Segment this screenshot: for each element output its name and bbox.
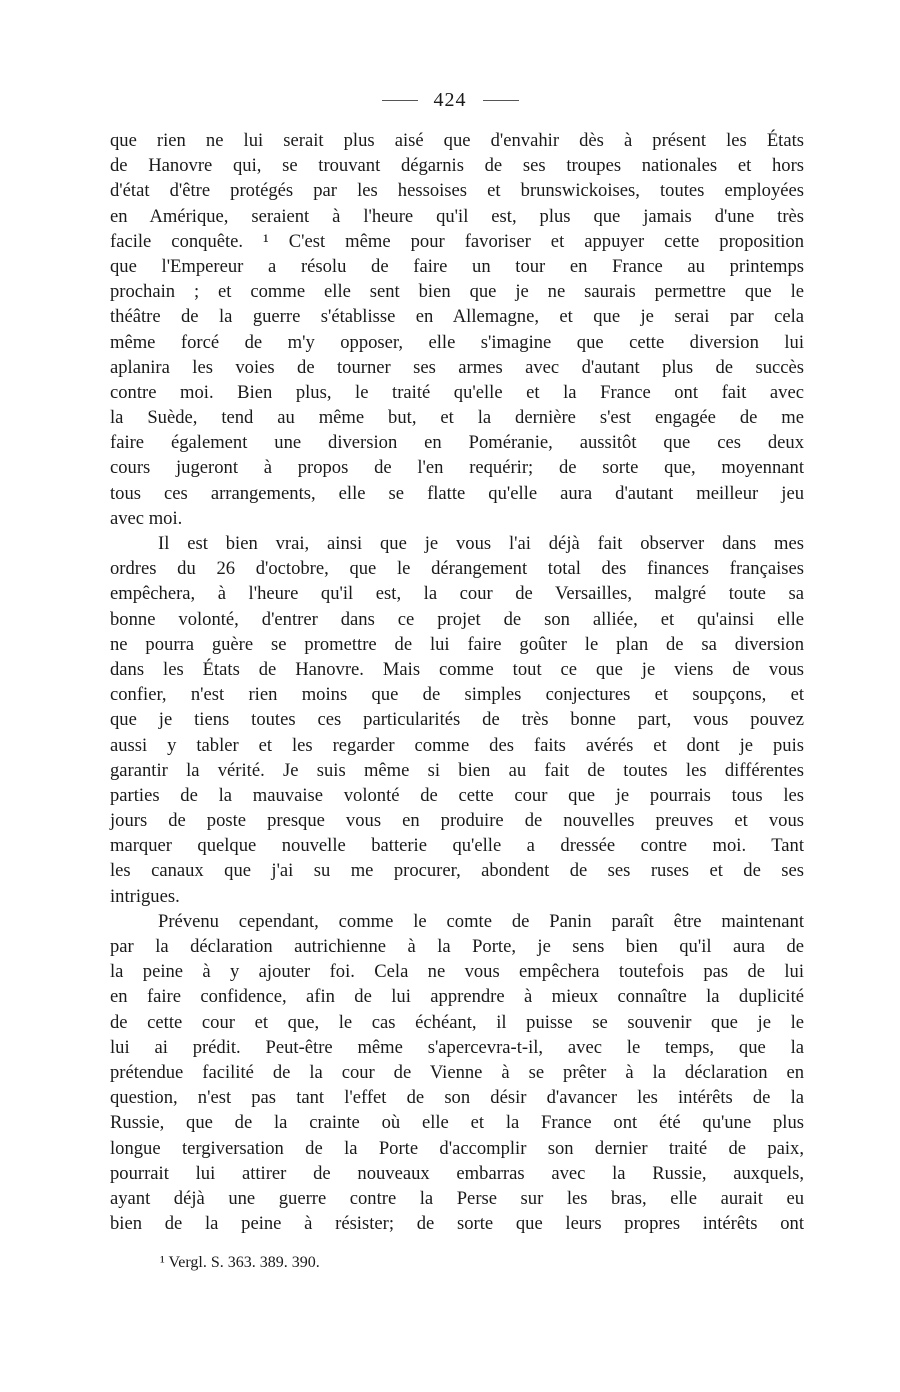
footnote: ¹ Vergl. S. 363. 389. 390. <box>160 1254 320 1271</box>
text-line: faire également une diversion en Poméranie, aussitôt que ces deux <box>110 432 804 454</box>
text-line: que rien ne lui serait plus aisé que d'envahir dès à présent les États <box>110 130 804 151</box>
text-line: en faire confidence, afin de lui apprendre à mieux connaître la duplicité <box>110 986 804 1008</box>
text-line: ordres du 26 d'octobre, que le dérangement total des finances françaises <box>110 558 804 580</box>
text-line: aplanira les voies de tourner ses armes avec d'autant plus de succès <box>110 356 804 378</box>
text-line: les canaux que j'ai su me procurer, abondent de ses ruses et de ses <box>110 860 804 882</box>
text-line: jours de poste presque vous en produire de nouvelles preuves et vous <box>110 810 804 832</box>
text-line: empêchera, à l'heure qu'il est, la cour de Versailles, malgré toute sa <box>110 583 804 605</box>
text-line: avec moi. <box>110 507 183 529</box>
header-rule-right <box>483 100 519 101</box>
text-line: Il est bien vrai, ainsi que je vous l'ai déjà fait observer dans mes <box>158 533 804 554</box>
text-line: bien de la peine à résister; de sorte que leurs propres intérêts ont <box>110 1213 804 1235</box>
text-line: cours jugeront à propos de l'en requérir; de sorte que, moyennant <box>110 457 804 479</box>
text-line: en Amérique, seraient à l'heure qu'il est, plus que jamais d'une très <box>110 205 804 227</box>
text-line: bonne volonté, d'entrer dans ce projet de son alliée, et qu'ainsi elle <box>110 608 804 630</box>
text-line: aussi y tabler et les regarder comme des faits avérés et dont je puis <box>110 734 804 756</box>
text-line: théâtre de la guerre s'établisse en Allemagne, et que je serai par cela <box>110 306 804 328</box>
text-line: pourrait lui attirer de nouveaux embarras avec la Russie, auxquels, <box>110 1162 804 1184</box>
text-line: facile conquête. ¹ C'est même pour favoriser et appuyer cette proposition <box>110 230 804 252</box>
header-rule-left <box>382 100 418 101</box>
text-line: lui ai prédit. Peut-être même s'apercevra-t-il, avec le temps, que la <box>110 1036 804 1058</box>
text-line: ayant déjà une guerre contre la Perse sur les bras, elle aurait eu <box>110 1187 804 1209</box>
text-line: que je tiens toutes ces particularités de très bonne part, vous pouvez <box>110 709 804 731</box>
text-line: dans les États de Hanovre. Mais comme tout ce que je viens de vous <box>110 658 804 680</box>
text-line: garantir la vérité. Je suis même si bien au fait de toutes les différentes <box>110 759 804 781</box>
text-line: longue tergiversation de la Porte d'accomplir son dernier traité de paix, <box>110 1137 804 1159</box>
text-line: de Hanovre qui, se trouvant dégarnis de ses troupes nationales et hors <box>110 155 804 177</box>
text-line: prétendue facilité de la cour de Vienne à se prêter à la déclaration en <box>110 1061 804 1083</box>
text-line: parties de la mauvaise volonté de cette cour que je pourrais tous les <box>110 784 804 806</box>
text-line: marquer quelque nouvelle batterie qu'elle a dressée contre moi. Tant <box>110 835 804 857</box>
text-line: intrigues. <box>110 885 180 907</box>
page-header <box>0 86 900 114</box>
text-line: Prévenu cependant, comme le comte de Panin paraît être maintenant <box>158 910 804 932</box>
text-line: même forcé de m'y opposer, elle s'imagine que cette diversion lui <box>110 331 804 353</box>
body-text <box>110 128 804 1236</box>
text-line: contre moi. Bien plus, le traité qu'elle et la France ont fait avec <box>110 381 804 403</box>
text-line: confier, n'est rien moins que de simples conjectures et soupçons, et <box>110 684 804 706</box>
text-line: la Suède, tend au même but, et la dernière s'est engagée de me <box>110 407 804 429</box>
text-line: ne pourra guère se promettre de lui faire goûter le plan de sa diversion <box>110 633 804 655</box>
page-number: 424 <box>433 88 467 111</box>
text-line: par la déclaration autrichienne à la Porte, je sens bien qu'il aura de <box>110 936 804 957</box>
text-line: question, n'est pas tant l'effet de son désir d'avancer les intérêts de la <box>110 1087 804 1109</box>
text-line: prochain ; et comme elle sent bien que je ne saurais permettre que le <box>110 281 804 303</box>
text-line: d'état d'être protégés par les hessoises et brunswickoises, toutes employées <box>110 180 804 202</box>
text-line: Russie, que de la crainte où elle et la France ont été qu'une plus <box>110 1112 804 1134</box>
text-line: la peine à y ajouter foi. Cela ne vous empêchera toutefois pas de lui <box>110 961 804 983</box>
text-line: de cette cour et que, le cas échéant, il puisse se souvenir que je le <box>110 1011 804 1033</box>
text-line: tous ces arrangements, elle se flatte qu'elle aura d'autant meilleur jeu <box>110 482 804 504</box>
text-line: que l'Empereur a résolu de faire un tour en France au printemps <box>110 255 804 277</box>
